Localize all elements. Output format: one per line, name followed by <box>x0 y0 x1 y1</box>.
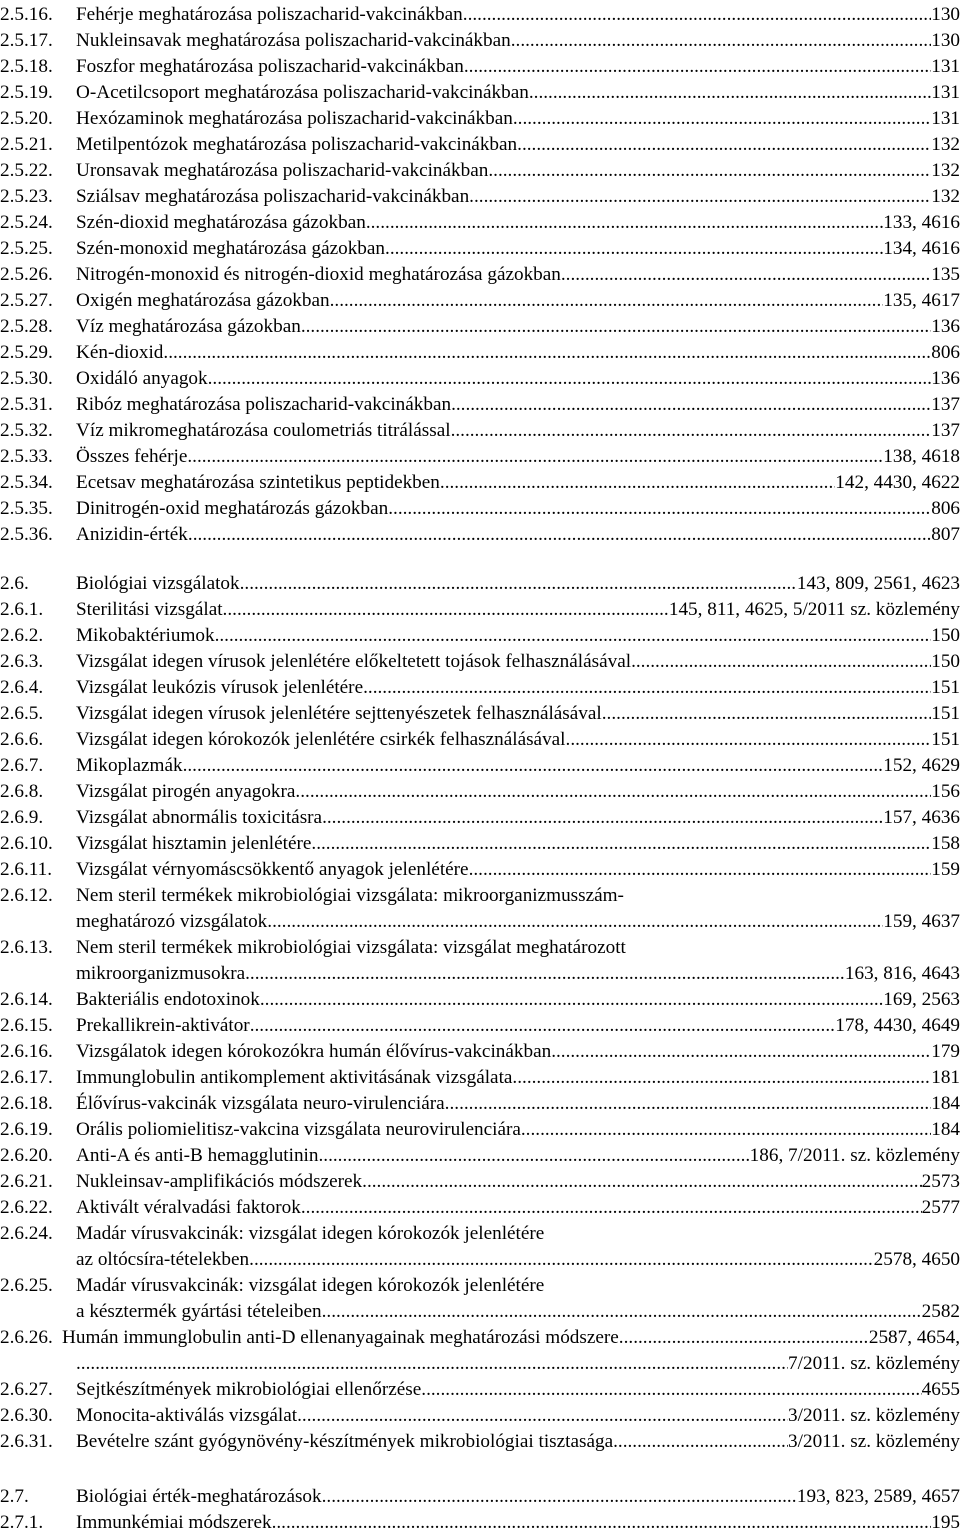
page-reference: 142, 4430, 4622 <box>835 472 960 493</box>
page-reference: 181 <box>931 1067 960 1088</box>
toc-entry <box>0 701 960 727</box>
toc-entry <box>0 1117 960 1143</box>
section-title: az oltócsíra-tételekben <box>76 1249 250 1270</box>
page-reference: 7/2011. sz. közlemény <box>788 1353 960 1374</box>
page-reference: 135, 4617 <box>883 290 960 311</box>
section-number: 2.7.1. <box>0 1512 44 1533</box>
page-reference: 150 <box>931 625 960 646</box>
section-number: 2.5.24. <box>0 212 53 233</box>
section-title: Vizsgálat idegen vírusok jelenlétére előkeltetett tojások felhasználásával <box>76 651 632 672</box>
toc-entry <box>0 1299 960 1325</box>
page-reference: 130 <box>931 4 960 25</box>
toc-entry <box>0 1013 960 1039</box>
page-reference: 2582 <box>921 1301 960 1322</box>
dot-leader <box>388 496 931 522</box>
section-title: Vizsgálat vérnyomáscsökkentő anyagok jelenlétére <box>76 859 469 880</box>
toc-entry <box>0 106 960 132</box>
dot-leader <box>301 314 931 340</box>
section-number: 2.5.21. <box>0 134 53 155</box>
toc-entry <box>0 675 960 701</box>
page-reference: 134, 4616 <box>883 238 960 259</box>
toc-entry <box>0 597 960 623</box>
page-reference: 151 <box>931 703 960 724</box>
section-title: Immunglobulin antikomplement aktivitásának vizsgálata <box>76 1067 513 1088</box>
section-number: 2.6.14. <box>0 989 53 1010</box>
section-title: Vizsgálat leukózis vírusok jelenlétére <box>76 677 364 698</box>
page-reference: 193, 823, 2589, 4657 <box>796 1486 960 1507</box>
dot-leader <box>566 727 932 753</box>
dot-leader <box>440 470 835 496</box>
page-reference: 151 <box>931 729 960 750</box>
dot-leader <box>249 1247 874 1273</box>
toc-entry <box>0 779 960 805</box>
section-title: Dinitrogén-oxid meghatározás gázokban <box>76 498 389 519</box>
section-number: 2.6.20. <box>0 1145 53 1166</box>
section-number: 2.5.29. <box>0 342 53 363</box>
section-number: 2.6.17. <box>0 1067 53 1088</box>
page-reference: 2577 <box>921 1197 960 1218</box>
dot-leader <box>488 158 931 184</box>
dot-leader <box>366 210 883 236</box>
section-title: Bakteriális endotoxinok <box>76 989 260 1010</box>
section-number: 2.6.10. <box>0 833 53 854</box>
toc-entry <box>0 1039 960 1065</box>
section-title: Hexózaminok meghatározása poliszacharid-vakcinákban <box>76 108 513 129</box>
dot-leader <box>297 1403 788 1429</box>
page-reference: 184 <box>931 1119 960 1140</box>
dot-leader <box>631 649 931 675</box>
toc-entry <box>0 1403 960 1429</box>
dot-leader <box>613 1429 788 1455</box>
toc-entry <box>0 54 960 80</box>
toc-entry <box>0 340 960 366</box>
toc-entry <box>0 418 960 444</box>
section-title: Sterilitási vizsgálat <box>76 599 223 620</box>
page-reference: 137 <box>931 420 960 441</box>
dot-leader <box>272 1510 932 1536</box>
dot-leader <box>330 288 884 314</box>
page-reference: 131 <box>931 82 960 103</box>
section-title: Szén-monoxid meghatározása gázokban <box>76 238 386 259</box>
page-reference: 159, 4637 <box>883 911 960 932</box>
toc-entry <box>0 158 960 184</box>
dot-leader <box>223 597 669 623</box>
page-reference: 135 <box>931 264 960 285</box>
toc-entry <box>0 392 960 418</box>
section-title: Nem steril termékek mikrobiológiai vizsgálata: vizsgálat meghatározott <box>76 937 626 958</box>
section-number: 2.6.25. <box>0 1275 53 1296</box>
section-title: Madár vírusvakcinák: vizsgálat idegen kórokozók jelenlétére <box>76 1275 545 1296</box>
section-title: Fehérje meghatározása poliszacharid-vakcinákban <box>76 4 463 25</box>
toc-entry <box>0 649 960 675</box>
toc-entry <box>0 753 960 779</box>
section-title: Oxidáló anyagok <box>76 368 208 389</box>
toc-entry <box>0 1065 960 1091</box>
section-number: 2.7. <box>0 1486 29 1507</box>
section-number: 2.5.16. <box>0 4 53 25</box>
dot-leader <box>322 805 883 831</box>
toc-entry <box>0 1351 960 1377</box>
section-title: Ecetsav meghatározása szintetikus peptidekben <box>76 472 440 493</box>
section-number: 2.6.24. <box>0 1223 53 1244</box>
section-title: Vizsgálat pirogén anyagokra <box>76 781 296 802</box>
dot-leader <box>464 54 931 80</box>
section-number: 2.5.35. <box>0 498 53 519</box>
dot-leader <box>511 28 931 54</box>
toc-entry <box>0 366 960 392</box>
toc-entry <box>0 1484 960 1510</box>
dot-leader <box>245 961 845 987</box>
toc-entry <box>0 1091 960 1117</box>
toc-entry <box>0 522 960 548</box>
page-reference: 169, 2563 <box>883 989 960 1010</box>
section-number: 2.5.36. <box>0 524 53 545</box>
toc-entry <box>0 80 960 106</box>
page-reference: 178, 4430, 4649 <box>835 1015 960 1036</box>
toc-entry <box>0 1195 960 1221</box>
section-number: 2.6.30. <box>0 1405 53 1426</box>
section-title: Ribóz meghatározása poliszacharid-vakcinákban <box>76 394 452 415</box>
section-title: Vizsgálatok idegen kórokozókra humán élővírus-vakcinákban <box>76 1041 552 1062</box>
page-reference: 2573 <box>921 1171 960 1192</box>
section-title: mikroorganizmusokra <box>76 963 246 984</box>
section-number: 2.5.33. <box>0 446 53 467</box>
toc-entry <box>0 623 960 649</box>
section-title: Szén-dioxid meghatározása gázokban <box>76 212 366 233</box>
section-title: Víz mikromeghatározása coulometriás titrálással <box>76 420 451 441</box>
page-reference: 806 <box>931 342 960 363</box>
section-title: Aktivált véralvadási faktorok <box>76 1197 301 1218</box>
page-reference: 131 <box>931 56 960 77</box>
section-title: Nukleinsav-amplifikációs módszerek <box>76 1171 363 1192</box>
section-number: 2.6.5. <box>0 703 44 724</box>
section-title: Anizidin-érték <box>76 524 188 545</box>
toc-entry <box>0 1169 960 1195</box>
section-number: 2.6.7. <box>0 755 44 776</box>
toc-entry <box>0 470 960 496</box>
section-title: Sziálsav meghatározása poliszacharid-vakcinákban <box>76 186 470 207</box>
toc-entry <box>0 961 960 987</box>
page-reference: 2587, 4654, <box>868 1327 960 1348</box>
page-reference: 157, 4636 <box>883 807 960 828</box>
section-number: 2.6.18. <box>0 1093 53 1114</box>
toc-entry <box>0 857 960 883</box>
section-title: .... <box>76 1353 96 1374</box>
section-number: 2.5.30. <box>0 368 53 389</box>
section-title: Immunkémiai módszerek <box>76 1512 272 1533</box>
toc-entry <box>0 805 960 831</box>
section-title: Vizsgálat idegen kórokozók jelenlétére csirkék felhasználásával <box>76 729 566 750</box>
page-reference: 156 <box>931 781 960 802</box>
page-reference: 136 <box>931 368 960 389</box>
section-number: 2.5.32. <box>0 420 53 441</box>
dot-leader <box>322 1299 922 1325</box>
section-title: Orális poliomielitisz-vakcina vizsgálata neurovirulenciára <box>76 1119 521 1140</box>
toc-entry <box>0 1273 960 1299</box>
section-number: 2.6.1. <box>0 599 44 620</box>
section-number: 2.6.9. <box>0 807 44 828</box>
section-number: 2.6.6. <box>0 729 44 750</box>
toc-entry <box>0 727 960 753</box>
section-title: Vizsgálat idegen vírusok jelenlétére sejttenyészetek felhasználásával <box>76 703 602 724</box>
dot-leader <box>421 1377 921 1403</box>
page-reference: 807 <box>931 524 960 545</box>
section-title: Vizsgálat hisztamin jelenlétére <box>76 833 312 854</box>
section-title: Víz meghatározása gázokban <box>76 316 301 337</box>
section-number: 2.6.13. <box>0 937 53 958</box>
page-reference: 186, 7/2011. sz. közlemény <box>749 1145 960 1166</box>
section-title: Uronsavak meghatározása poliszacharid-vakcinákban <box>76 160 489 181</box>
section-title: Humán immunglobulin anti-D ellenanyagainak meghatározási módszere <box>62 1327 619 1348</box>
page-reference: 163, 816, 4643 <box>844 963 960 984</box>
dot-leader <box>445 1091 932 1117</box>
dot-leader <box>188 522 931 548</box>
page-reference: 132 <box>931 160 960 181</box>
section-title: Kén-dioxid <box>76 342 164 363</box>
section-number: 2.6.19. <box>0 1119 53 1140</box>
page-reference: 133, 4616 <box>883 212 960 233</box>
section-number: 2.5.22. <box>0 160 53 181</box>
page-reference: 131 <box>931 108 960 129</box>
toc-entry <box>0 1429 960 1455</box>
dot-leader <box>301 1195 922 1221</box>
page-reference: 138, 4618 <box>883 446 960 467</box>
section-title: Monocita-aktiválás vizsgálat <box>76 1405 298 1426</box>
dot-leader <box>183 753 884 779</box>
section-title: Oxigén meghatározása gázokban <box>76 290 330 311</box>
section-title: Élővírus-vakcinák vizsgálata neuro-virulenciára <box>76 1093 445 1114</box>
dot-leader <box>295 779 931 805</box>
page-reference: 137 <box>931 394 960 415</box>
page-reference: 3/2011. sz. közlemény <box>788 1405 960 1426</box>
dot-leader <box>469 857 932 883</box>
dot-leader <box>311 831 931 857</box>
dot-leader <box>163 340 931 366</box>
toc-entry <box>0 210 960 236</box>
section-number: 2.5.18. <box>0 56 53 77</box>
toc-entry <box>0 262 960 288</box>
dot-leader <box>95 1351 788 1377</box>
dot-leader <box>513 106 931 132</box>
dot-leader <box>240 571 797 597</box>
section-title: meghatározó vizsgálatok <box>76 911 268 932</box>
section-title: Metilpentózok meghatározása poliszacharid-vakcinákban <box>76 134 518 155</box>
section-number: 2.6.21. <box>0 1171 53 1192</box>
page-reference: 136 <box>931 316 960 337</box>
section-title: Biológiai vizsgálatok <box>76 573 240 594</box>
toc-entry <box>0 28 960 54</box>
page-reference: 179 <box>931 1041 960 1062</box>
section-number: 2.5.25. <box>0 238 53 259</box>
toc-entry <box>0 444 960 470</box>
dot-leader <box>619 1325 869 1351</box>
section-number: 2.6.11. <box>0 859 53 880</box>
dot-leader <box>385 236 883 262</box>
toc-entry <box>0 2 960 28</box>
page-reference: 130 <box>931 30 960 51</box>
section-number: 2.6.31. <box>0 1431 53 1452</box>
dot-leader <box>451 418 932 444</box>
section-number: 2.6.22. <box>0 1197 53 1218</box>
section-number: 2.5.17. <box>0 30 53 51</box>
section-title: O-Acetilcsoport meghatározása poliszacharid-vakcinákban <box>76 82 529 103</box>
dot-leader <box>208 366 932 392</box>
section-number: 2.5.34. <box>0 472 53 493</box>
dot-leader <box>521 1117 931 1143</box>
section-title: Mikobaktériumok <box>76 625 215 646</box>
dot-leader <box>451 392 931 418</box>
section-number: 2.6.3. <box>0 651 44 672</box>
page-reference: 132 <box>931 134 960 155</box>
section-number: 2.6.8. <box>0 781 44 802</box>
section-title: Biológiai érték-meghatározások <box>76 1486 322 1507</box>
section-title: Sejtkészítmények mikrobiológiai ellenőrzése <box>76 1379 422 1400</box>
page-reference: 158 <box>931 833 960 854</box>
dot-leader <box>322 1484 797 1510</box>
section-number: 2.5.20. <box>0 108 53 129</box>
toc-entry <box>0 831 960 857</box>
section-title: Bevételre szánt gyógynövény-készítmények mikrobiológiai tisztasága <box>76 1431 614 1452</box>
section-number: 2.5.27. <box>0 290 53 311</box>
toc-entry <box>0 1377 960 1403</box>
dot-leader <box>561 262 931 288</box>
section-number: 2.6.4. <box>0 677 44 698</box>
dot-leader <box>250 1013 836 1039</box>
toc-entry <box>0 132 960 158</box>
section-number: 2.6.16. <box>0 1041 53 1062</box>
dot-leader <box>215 623 932 649</box>
section-number: 2.6. <box>0 573 29 594</box>
page-reference: 806 <box>931 498 960 519</box>
section-number: 2.6.12. <box>0 885 53 906</box>
section-number: 2.6.26. <box>0 1327 53 1348</box>
toc-entry <box>0 314 960 340</box>
section-title: Mikoplazmák <box>76 755 183 776</box>
section-title: Anti-A és anti-B hemagglutinin <box>76 1145 319 1166</box>
section-number: 2.6.15. <box>0 1015 53 1036</box>
toc-entry <box>0 571 960 597</box>
toc-entry <box>0 1247 960 1273</box>
dot-leader <box>187 444 883 470</box>
dot-leader <box>469 184 931 210</box>
section-title: Nem steril termékek mikrobiológiai vizsgálata: mikroorganizmusszám- <box>76 885 624 906</box>
dot-leader <box>602 701 931 727</box>
section-number: 2.5.31. <box>0 394 53 415</box>
toc-entry <box>0 987 960 1013</box>
page-reference: 150 <box>931 651 960 672</box>
page-reference: 159 <box>931 859 960 880</box>
toc-entry <box>0 1143 960 1169</box>
toc-entry <box>0 236 960 262</box>
page-reference: 132 <box>931 186 960 207</box>
page-reference: 2578, 4650 <box>873 1249 960 1270</box>
dot-leader <box>551 1039 931 1065</box>
section-title: Madár vírusvakcinák: vizsgálat idegen kórokozók jelenlétére <box>76 1223 545 1244</box>
toc-entry <box>0 909 960 935</box>
toc-entry <box>0 883 960 909</box>
page-reference: 145, 811, 4625, 5/2011 sz. közlemény <box>668 599 960 620</box>
section-title: a késztermék gyártási tételeiben <box>76 1301 322 1322</box>
toc-entry <box>0 1221 960 1247</box>
section-number: 2.5.26. <box>0 264 53 285</box>
dot-leader <box>260 987 883 1013</box>
dot-leader <box>362 1169 921 1195</box>
section-title: Nitrogén-monoxid és nitrogén-dioxid meghatározása gázokban <box>76 264 561 285</box>
dot-leader <box>517 132 931 158</box>
dot-leader <box>512 1065 931 1091</box>
section-number: 2.5.28. <box>0 316 53 337</box>
section-title: Foszfor meghatározása poliszacharid-vakcinákban <box>76 56 464 77</box>
section-number: 2.5.19. <box>0 82 53 103</box>
section-number: 2.5.23. <box>0 186 53 207</box>
section-number: 2.6.2. <box>0 625 44 646</box>
dot-leader <box>463 2 931 28</box>
dot-leader <box>267 909 883 935</box>
toc-entry <box>0 184 960 210</box>
page-reference: 195 <box>931 1512 960 1533</box>
section-number: 2.6.27. <box>0 1379 53 1400</box>
dot-leader <box>363 675 931 701</box>
toc-entry <box>0 1510 960 1536</box>
dot-leader <box>529 80 931 106</box>
page-reference: 4655 <box>921 1379 960 1400</box>
toc-entry <box>0 288 960 314</box>
page-reference: 151 <box>931 677 960 698</box>
section-title: Nukleinsavak meghatározása poliszacharid-vakcinákban <box>76 30 511 51</box>
section-title: Vizsgálat abnormális toxicitásra <box>76 807 323 828</box>
page-reference: 3/2011. sz. közlemény <box>788 1431 960 1452</box>
section-title: Prekallikrein-aktivátor <box>76 1015 250 1036</box>
toc-entry <box>0 1325 960 1351</box>
page-reference: 152, 4629 <box>883 755 960 776</box>
toc-entry <box>0 935 960 961</box>
dot-leader <box>318 1143 749 1169</box>
page-reference: 184 <box>931 1093 960 1114</box>
page-reference: 143, 809, 2561, 4623 <box>796 573 960 594</box>
toc-entry <box>0 496 960 522</box>
section-title: Összes fehérje <box>76 446 188 467</box>
